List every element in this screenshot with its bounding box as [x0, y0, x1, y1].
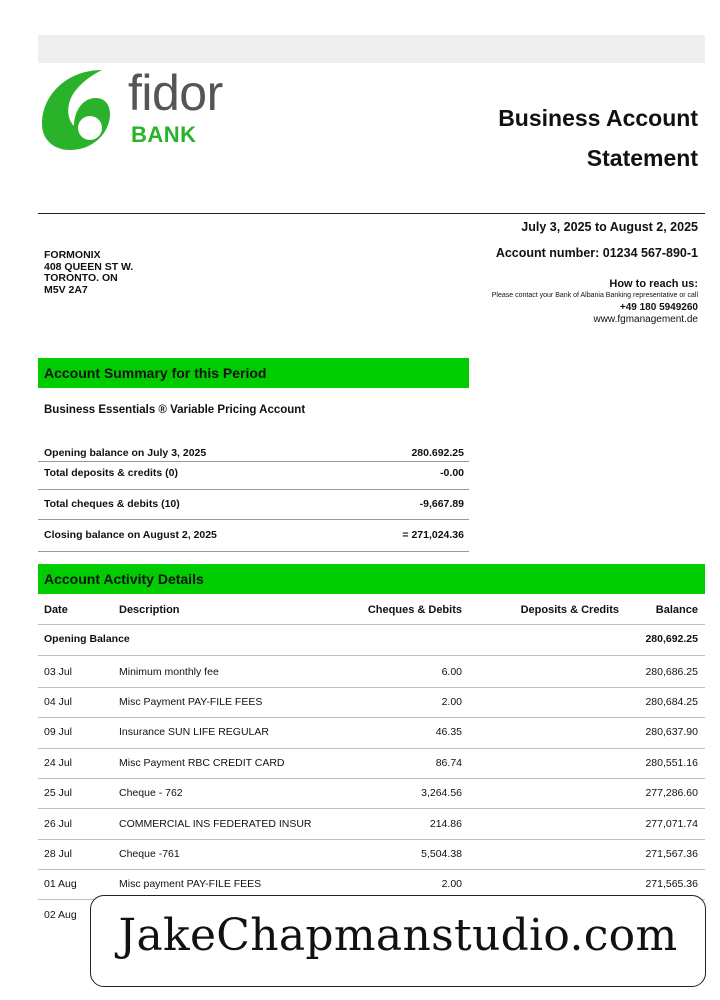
- row-date: 02 Aug: [44, 909, 77, 921]
- col-description: Description: [119, 604, 180, 616]
- contact-heading: How to reach us:: [609, 278, 698, 290]
- row-balance: 280,637.90: [645, 726, 698, 738]
- statement-period: July 3, 2025 to August 2, 2025: [521, 220, 698, 234]
- row-debit: 214.86: [429, 818, 462, 830]
- activity-heading: Account Activity Details: [38, 564, 705, 594]
- row-date: 03 Jul: [44, 666, 73, 678]
- row-description: Cheque - 762: [119, 787, 183, 799]
- title-line-2: Statement: [586, 145, 698, 171]
- opening-balance: 280,692.25: [645, 633, 698, 645]
- customer-street: 408 QUEEN ST W.: [44, 260, 134, 273]
- row-description: Misc Payment PAY-FILE FEES: [119, 696, 263, 708]
- summary-value: = 271,024.36: [402, 529, 464, 541]
- watermark-text: JakeChapmanstudio.com: [118, 910, 678, 961]
- contact-web: www.fgmanagement.de: [593, 314, 698, 325]
- row-balance: 280,684.25: [645, 696, 698, 708]
- row-debit: 86.74: [435, 757, 462, 769]
- summary-label: Total cheques & debits (10): [44, 498, 180, 510]
- row-debit: 6.00: [441, 666, 462, 678]
- contact-phone: +49 180 5949260: [619, 302, 698, 313]
- row-divider: [38, 808, 705, 809]
- col-credits: Deposits & Credits: [520, 604, 619, 616]
- row-description: COMMERCIAL INS FEDERATED INSUR: [119, 818, 312, 830]
- header-bar: [38, 35, 705, 63]
- row-balance: 277,286.60: [645, 787, 698, 799]
- col-debits: Cheques & Debits: [367, 604, 462, 616]
- summary-divider: [38, 551, 469, 552]
- summary-label: Closing balance on August 2, 2025: [44, 529, 217, 541]
- col-date: Date: [44, 604, 68, 616]
- row-divider: [38, 869, 705, 870]
- row-divider: [38, 655, 705, 656]
- row-date: 25 Jul: [44, 787, 73, 799]
- row-description: Misc Payment RBC CREDIT CARD: [119, 757, 285, 769]
- customer-address: [44, 250, 133, 296]
- customer-postal: M5V 2A7: [44, 283, 88, 296]
- row-divider: [38, 748, 705, 749]
- contact-note: Please contact your Bank of Albania Banking representative or call: [491, 292, 698, 299]
- row-debit: 2.00: [441, 878, 462, 890]
- summary-heading: Account Summary for this Period: [38, 358, 469, 388]
- account-number: Account number: 01234 567-890-1: [495, 246, 698, 260]
- summary-value: 280.692.25: [411, 447, 464, 459]
- row-date: 01 Aug: [44, 878, 77, 890]
- summary-value: -9,667.89: [419, 498, 464, 510]
- summary-label: Total deposits & credits (0): [44, 467, 178, 479]
- opening-label: Opening Balance: [44, 633, 130, 645]
- row-balance: 271,565.36: [645, 878, 698, 890]
- row-balance: 277,071.74: [645, 818, 698, 830]
- page-title: [498, 98, 698, 178]
- header-divider: [38, 213, 705, 214]
- row-description: Minimum monthly fee: [119, 666, 219, 678]
- logo-word: fidor: [128, 65, 223, 121]
- row-debit: 3,264.56: [421, 787, 462, 799]
- watermark-overlay: [90, 895, 706, 987]
- row-balance: 280,686.25: [645, 666, 698, 678]
- contact-block: [492, 278, 698, 326]
- row-date: 24 Jul: [44, 757, 73, 769]
- row-balance: 271,567.36: [645, 848, 698, 860]
- account-type: Business Essentials ® Variable Pricing Account: [44, 404, 306, 416]
- row-balance: 280,551.16: [645, 757, 698, 769]
- row-description: Insurance SUN LIFE REGULAR: [119, 726, 269, 738]
- row-debit: 5,504.38: [421, 848, 462, 860]
- row-debit: 46.35: [435, 726, 462, 738]
- summary-value: -0.00: [440, 467, 464, 479]
- fidor-leaf-icon: [38, 68, 116, 152]
- row-divider: [38, 624, 705, 625]
- row-date: 26 Jul: [44, 818, 73, 830]
- logo-bank: BANK: [131, 122, 197, 147]
- title-line-1: Business Account: [498, 105, 698, 131]
- row-description: Misc payment PAY-FILE FEES: [119, 878, 262, 890]
- row-divider: [38, 839, 705, 840]
- row-debit: 2.00: [441, 696, 462, 708]
- summary-divider: [38, 461, 469, 462]
- customer-name: FORMONIX: [44, 249, 101, 261]
- row-divider: [38, 717, 705, 718]
- col-balance: Balance: [655, 604, 698, 616]
- row-divider: [38, 778, 705, 779]
- row-description: Cheque -761: [119, 848, 180, 860]
- summary-divider: [38, 489, 469, 490]
- summary-label: Opening balance on July 3, 2025: [44, 447, 207, 459]
- row-date: 04 Jul: [44, 696, 73, 708]
- summary-divider: [38, 519, 469, 520]
- bank-logo: [38, 65, 288, 158]
- row-date: 09 Jul: [44, 726, 73, 738]
- row-date: 28 Jul: [44, 848, 73, 860]
- customer-city: TORONTO. ON: [44, 272, 118, 284]
- row-divider: [38, 687, 705, 688]
